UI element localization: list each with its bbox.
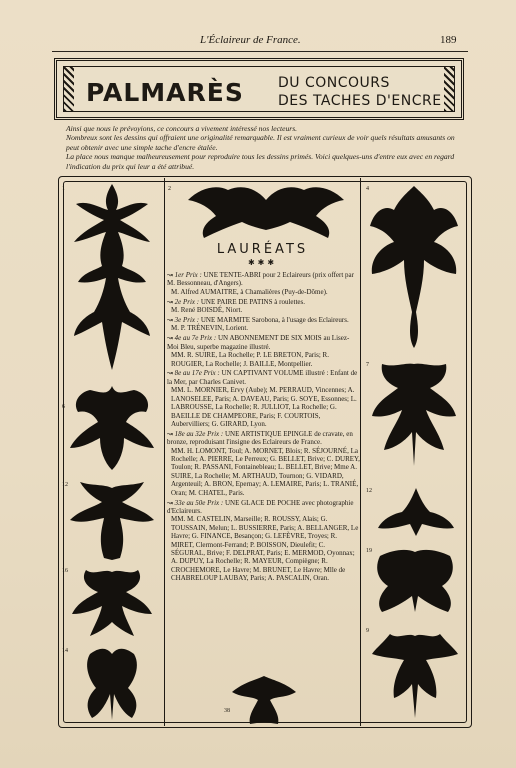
intro-paragraph-1: Ainsi que nous le prévoyions, ce concours a vivement intéressé nos lecteurs. xyxy=(66,124,298,133)
prize-rank: 2e Prix : xyxy=(174,297,200,306)
arrow-icon: ↝ xyxy=(167,429,173,438)
prize-rank: 33e au 50e Prix : xyxy=(174,498,224,507)
blot-number-12-left: 12 xyxy=(62,482,68,488)
blot-number-2: 2 xyxy=(168,186,171,192)
prize-list xyxy=(165,271,360,583)
prize-heading xyxy=(165,271,360,288)
blot-number-38: 38 xyxy=(224,708,230,714)
prize-winners: M. Alfred AUMAITRE, à Chamalières (Puy-de-Dôme). xyxy=(171,287,328,296)
banner-inner-border xyxy=(63,66,455,112)
prize-rank: 8e au 17e Prix : xyxy=(174,369,220,378)
running-head xyxy=(0,34,516,50)
banner-subtitle-line2: DES TACHES D'ENCRE xyxy=(278,93,442,109)
blot-number-4: 4 xyxy=(366,186,369,192)
prize-rank: 4e au 7e Prix : xyxy=(174,334,217,343)
intro-paragraph-3: La place nous manque malheureusement pour reproduire tous les dessins primés. Voici quelques-uns d'entre eux avec en regard l'indication du prix qui leur a été attribué. xyxy=(66,152,455,171)
prize-description: UNE GLACE DE POCHE avec photographie d'Eclaireurs. xyxy=(167,498,354,515)
column-divider-right xyxy=(360,178,361,726)
prize-description: UNE PAIRE DE PATINS à roulettes. xyxy=(200,297,305,306)
prize-entry-1 xyxy=(165,271,360,296)
prize-description: UN CAPTIVANT VOLUME illustré : Enfant de la Mer, par Charles Canivet. xyxy=(167,369,358,386)
prize-rank: 1er Prix : xyxy=(174,271,202,279)
inkblot-image-6 xyxy=(64,382,160,474)
prize-winners: MM. M. CASTELIN, Marseille; R. ROUSSY, Alais; G. TOUSSAIN, Melun; L. BUSSIERRE, Paris; A. BELLANGER, Le Havre; G. FINANCE, Besançon; G. LEFÈVRE, Troyes; R. MIRET, Clermont-Ferrand; P. BOISSON, Dieulefit; C. SÉGURAL, Brive; F. DELPRAT, Paris; E. MERMOD, Oyonnax; A. DUPUY, La Rochelle; R. MAYEUR, Compiègne; R. CROCHEMORE, Le Havre; M. BRUNET, Le Havre; Mlle de CHABRELOUP LAUBAY, Paris; A. PASCALIN, Oran. xyxy=(171,515,359,583)
banner-ornament-right xyxy=(444,67,454,111)
prize-winners: M. P. TRÉNEVIN, Lorient. xyxy=(171,324,249,333)
inkblot-image-4 xyxy=(364,182,464,352)
blot-number-6: 6 xyxy=(62,404,65,410)
prize-description: UNE MARMITE Sarobona, à l'usage des Eclaireurs. xyxy=(200,316,349,325)
prize-winners: MM. R. SUIRE, La Rochelle; P. LE BRETON, Paris; R. ROUGIER, La Rochelle; J. BAILLE, Montpellier. xyxy=(171,351,329,368)
prize-winners: MM. H. LOMONT, Toul; A. MORNET, Blois; R. SÉJOURNÉ, La Rochelle; A. PIERRE, Le Perreux; G. BELLET, Brive; C. DUREY, Toulon; R. PASSANI, Fontainebleau; L. BELLET, Brive; Mme A. SUIRE, La Rochelle; M. ARTHAUD, Tournon; G. VIDARD, Argenteuil; A. BRON, Epernay; A. LEMAIRE, Paris; L. TRANIÉ, Oran; M. CHATEL, Paris. xyxy=(171,446,360,497)
inkblot-image-38 xyxy=(226,672,302,726)
inkblot-image-7 xyxy=(366,358,462,470)
prize-entry-2 xyxy=(165,298,360,315)
prize-heading xyxy=(165,430,360,447)
banner-ornament-left xyxy=(64,67,74,111)
prize-description: UNE TENTE-ABRI pour 2 Eclaireurs (prix offert par M. Bessonneau, d'Angers). xyxy=(167,271,354,288)
inkblot-image-16 xyxy=(64,566,160,640)
banner-title: PALMARÈS xyxy=(86,78,244,107)
prize-entry-5 xyxy=(165,369,360,428)
prize-winners: M. René BOISDÉ, Niort. xyxy=(171,306,243,315)
inkblot-image-19 xyxy=(368,546,462,618)
blot-number-14: 14 xyxy=(62,648,68,654)
stars-ornament: ✱✱✱ xyxy=(247,258,278,267)
inkblot-image-12-left xyxy=(64,480,160,562)
journal-title: L'Éclaireur de France. xyxy=(200,34,301,46)
laureats-title: LAURÉATS xyxy=(216,242,309,257)
blot-number-7: 7 xyxy=(366,362,369,368)
prize-description: UNE ARTISTIQUE EPINGLE de cravate, en bronze, reproduisant l'insigne des Eclaireurs de France. xyxy=(167,429,353,447)
prize-heading xyxy=(165,499,360,516)
prize-heading xyxy=(165,334,360,351)
arrow-icon: ↝ xyxy=(167,297,173,306)
blot-number-16: 16 xyxy=(62,568,68,574)
arrow-icon: ↝ xyxy=(167,334,173,343)
prize-rank: 18e au 32e Prix : xyxy=(174,429,224,438)
prize-entry-7 xyxy=(165,499,360,583)
arrow-icon: ↝ xyxy=(167,369,173,378)
inkblot-image-2 xyxy=(176,180,356,240)
inkblot-image-14 xyxy=(66,644,158,724)
blot-number-19: 19 xyxy=(366,548,372,554)
banner-subtitle xyxy=(278,74,442,110)
intro-text xyxy=(66,124,466,171)
prize-entry-6 xyxy=(165,430,360,497)
blot-number-1: 1 xyxy=(62,186,65,192)
prize-entry-3 xyxy=(165,316,360,333)
blot-number-9: 9 xyxy=(366,628,369,634)
prize-heading xyxy=(165,369,360,386)
prize-entry-4 xyxy=(165,334,360,368)
laureats-section xyxy=(165,242,360,584)
arrow-icon: ↝ xyxy=(167,498,173,507)
blot-number-12-right: 12 xyxy=(366,488,372,494)
intro-paragraph-2: Nombreux sont les dessins qui offraient une originalité remarquable. Il est vraiment curieux de voir quels résultats amusants on peut obtenir avec une simple tache d'encre étalée. xyxy=(66,133,455,152)
banner-subtitle-line1: DU CONCOURS xyxy=(278,75,390,91)
title-banner xyxy=(54,58,464,120)
page-number: 189 xyxy=(440,34,457,46)
prize-winners: MM. L. MORNIER, Ervy (Aube); M. PERRAUD, Vincennes; A. LANOSELEE, Paris; A. DAVEAU, Paris; G. SOYE, Essonnes; L. LABROUSSE, La Rochelle; R. JULLIOT, La Rochelle; G. BAEILLE DE CHAMPEORE, Paris; F. COURTOIS, Aubervilliers; G. GIRARD, Lyon. xyxy=(171,386,357,428)
header-rule xyxy=(52,51,468,52)
inkblot-image-9 xyxy=(368,626,462,722)
prize-description: UN ABONNEMENT DE SIX MOIS au Lisez-Moi Bleu, superbe magazine illustré. xyxy=(167,334,350,351)
inkblot-image-1 xyxy=(64,180,160,376)
prize-heading xyxy=(165,298,360,306)
prize-rank: 3e Prix : xyxy=(174,316,200,325)
inkblot-image-12-right xyxy=(374,484,458,540)
arrow-icon: ↝ xyxy=(167,316,173,325)
prize-heading xyxy=(165,316,360,324)
arrow-icon: ↝ xyxy=(167,271,173,279)
